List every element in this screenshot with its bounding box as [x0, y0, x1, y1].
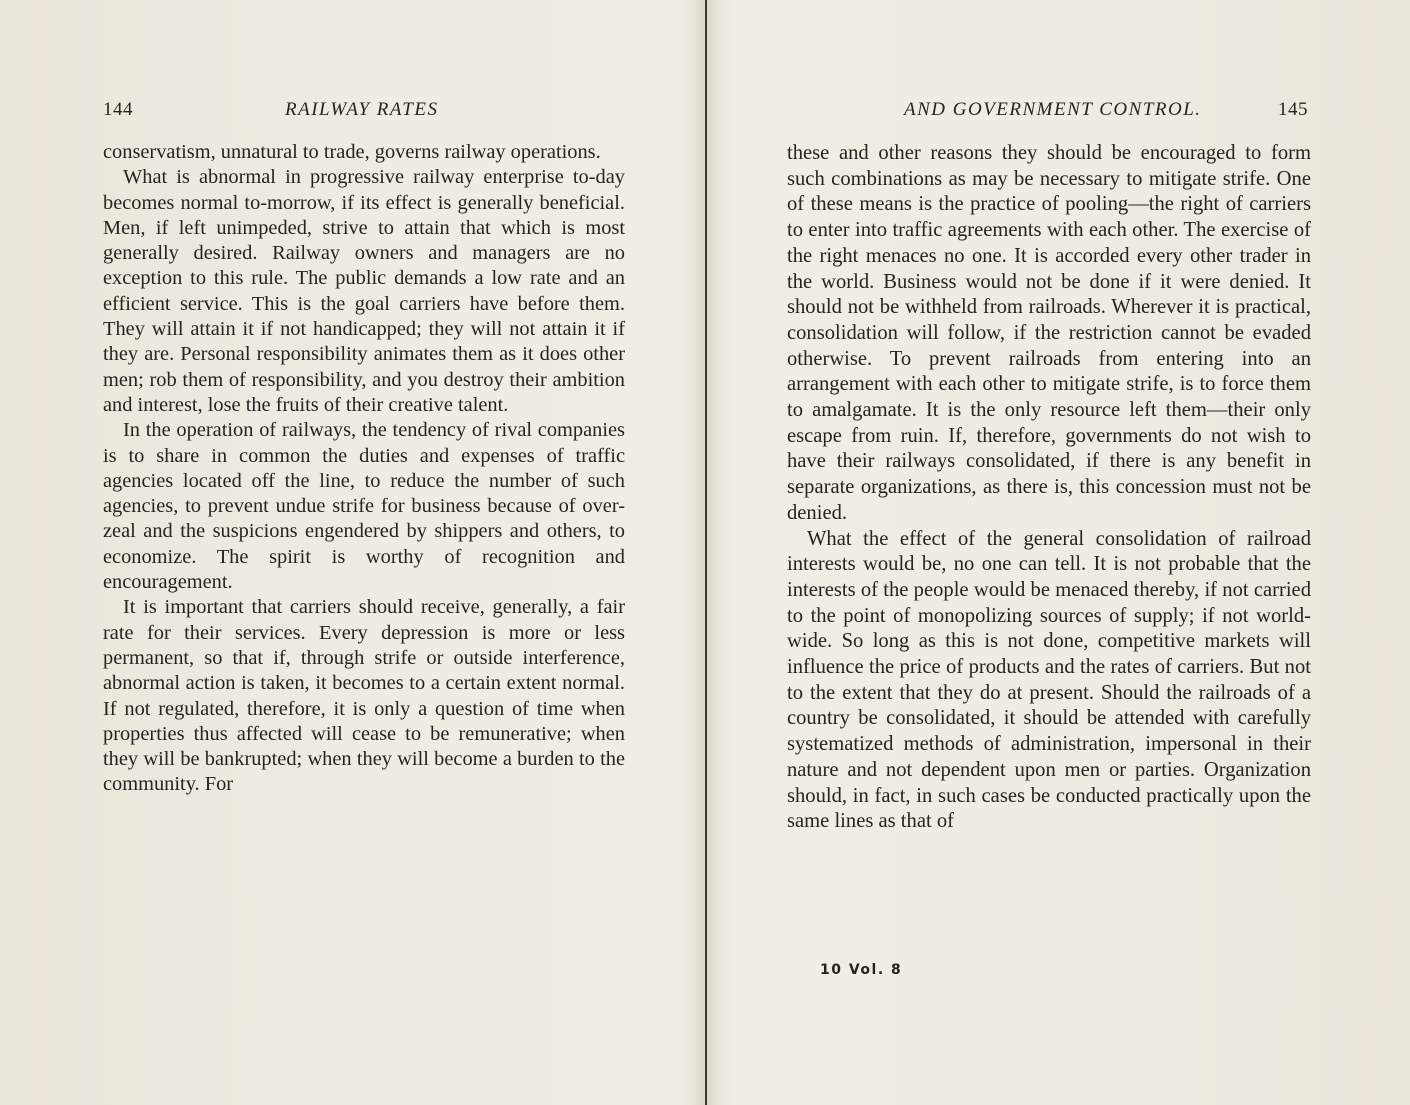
right-page — [707, 0, 1410, 1105]
running-head: RAILWAY RATES — [285, 99, 439, 120]
page-number: 144 — [103, 99, 133, 120]
running-head: AND GOVERNMENT CONTROL. — [904, 99, 1202, 120]
page-body — [787, 141, 1311, 835]
paragraph: conservatism, unnatural to trade, governs railway operations. — [103, 141, 601, 163]
paragraph: What the effect of the general consolidation of railroad interests would be, no one can tell. It is not probable that the interests of the people would be menaced thereby, if not carried to the point of monopolizing sources of supply; if not world-wide. So long as this is not done, competitive markets will influence the price of products and the rates of carriers. But not to the extent that they do at present. Should the railroads of a country be consolidated, it should be attended with carefully systematized methods of administration, impersonal in their nature and not dependent upon men or parties. Organization should, in fact, in such cases be conducted practically upon the same lines as that of — [787, 527, 1311, 833]
page-body — [103, 140, 625, 798]
paragraph: It is important that carriers should receive, generally, a fair rate for their services. Every depression is more or less permanent, so that if, through strife or outside interference, abnormal action is taken, it becomes to a certain extent normal. If not regulated, therefore, it is only a question of time when properties thus affected will cease to be remunerative; when they will be bankrupted; when they will become a burden to the community. For — [103, 596, 625, 796]
paragraph: these and other reasons they should be encouraged to form such combinations as may be necessary to mitigate strife. One of these means is the practice of pooling—the right of carriers to enter into traffic agreements with each other. The exercise of the right menaces no one. It is accorded every other trader in the world. Business would not be done if it were denied. It should not be withheld from railroads. Wherever it is practical, consolidation will follow, if the restriction cannot be evaded otherwise. To prevent railroads from entering into an arrangement with each other to mitigate strife, is to force them to amalgamate. It is the only resource left them—their only escape from ruin. If, therefore, governments do not wish to have their railways consolidated, if there is any benefit in separate organizations, as there is, this concession must not be denied. — [787, 142, 1311, 524]
paragraph: What is abnormal in progressive railway enterprise to-day becomes normal to-morrow, if its effect is generally beneficial. Men, if left unimpeded, strive to attain that which is most generally desired. Railway owners and managers are no exception to this rule. The public demands a low rate and an efficient service. This is the goal carriers have before them. They will attain it if not handicapped; they will not attain it if they are. Personal responsibility animates them as it does other men; rob them of responsibility, and you destroy their ambition and interest, lose the fruits of their creative talent. — [103, 166, 625, 416]
signature-mark: 10 Vol. 8 — [820, 962, 903, 978]
paragraph: In the operation of railways, the tendency of rival companies is to share in common the duties and expenses of traffic agencies located off the line, to reduce the number of such agencies, to prevent undue strife for business because of over-zeal and the suspicions engendered by shippers and others, to economize. The spirit is worthy of recognition and encouragement. — [103, 419, 625, 594]
page-number: 145 — [1278, 99, 1308, 120]
